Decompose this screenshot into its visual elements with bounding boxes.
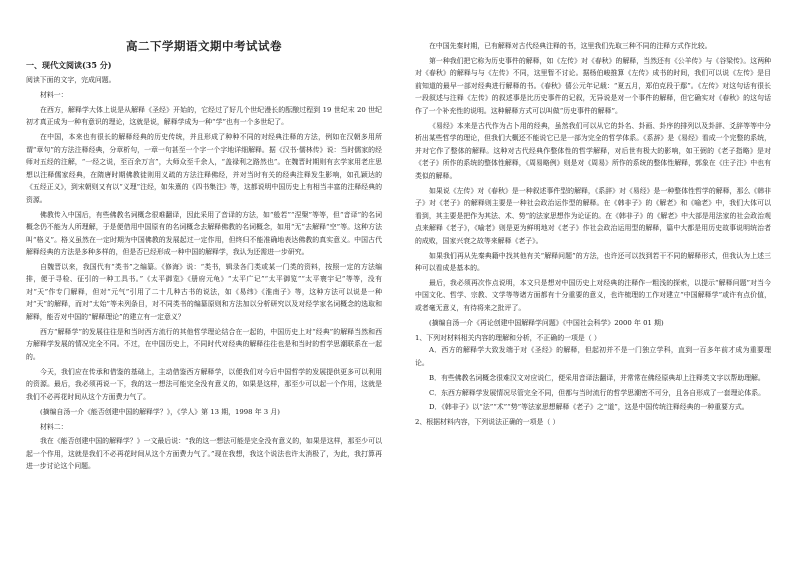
question-1-stem: 1、下列对材料相关内容的理解和分析，不正确的一项是（ ） — [415, 333, 601, 342]
paragraph: 在西方，解释学大体上说是从解释《圣经》开始的，它经过了好几个世纪漫长的酝酿过程到 19 世纪末 20 世纪初才真正成为一种有意识的理论，这就是说，解释学成为一种“学”也有一个多世纪了。 — [26, 105, 382, 127]
paragraph: 第一种我们把它称为历史事件的解释，如《左传》对《春秋》的解释，当然还有《公羊传》与《谷梁传》。这两种对《春秋》的解释与与《左传》不同，这里暂不讨论。据杨伯峻推算《左传》成书的时间，我们可以说《左传》是目前知道的最早一部对经典进行解释的书。《春秋》僖公元年记载：“夏五月，郑伯克段于鄢”。《左传》对这句话有很长一段叙述与注释《左传》的叙述事是比历史事件的记叙，无异说是对一个事件的解释，但它确实对《春秋》的这句话作了一个补充性的说明。这种解释方式可以叫做“历史事件的解释”。 — [415, 56, 771, 115]
section-heading: 一、现代文阅读(35 分) — [26, 60, 112, 70]
paragraph: 如果说《左传》对《春秋》是一种叙述事件型的解释，《系辞》对《易经》是一种整体性哲学的解释，那么《韩非子》对《老子》的解释则主要是一种社会政治运作型的解释。在《韩非子》的《解老》和《喻老》中，我们大体可以看到，其主要是把作为其法、术、势”的法家思想作为论证的。在《韩非子》的《解老》中大部是用法家的社会政治观点来解释《老子》，《喻老》则是更为鲜明地对《老子》作社会政治运用型的解释，篇中大都是用历史故事说明统治者的成败，国家兴衰之故等来解释《老子》。 — [415, 186, 771, 245]
instruction-text: 阅读下面的文字，完成问题。 — [26, 76, 116, 84]
question-1-option-b: B．有些佛教名词概念很难汉文对应说仁，便采用音译法翻译，并常常在佛经原典却上注释类文字以帮助理解。 — [429, 373, 765, 382]
paragraph: 如果我们再从先秦典籍中找其他有关“解释问题”的方法，也许还可以找到若干不同的解释形式，但我认为上述三种可以看成是基本的。 — [415, 251, 771, 273]
page-title: 高二下学期语文期中考试试卷 — [126, 39, 282, 53]
paragraph: 在中国先秦时期，已有解释对古代经典注释的书，这里我们先取三种不同的注释方式作比较。 — [429, 42, 712, 50]
paragraph: 《易经》本来是古代作为占卜用的经典，虽然我们可以从它的卦名、卦画、卦序的排列以及卦辞、爻辞等等中分析出某些哲学的理论，但我们大概还不能说它已是一部为完全的哲学体系。《系辞》是《易经》看成一个完整的系统，并对它作了整体的解释。这种对古代经典作整体性的哲学解释，对后世有极大的影响，如王弼的《老子指略》是对《老子》所作的系统的整体性解释，《周易略例》则是对《周易》所作的系统的整体性解释，郭象在《庄子注》中也有类似的解释。 — [415, 121, 771, 180]
paragraph: 我在《能否创建中国的解释学？》一文最后说：“我的这一想法可能是完全没有意义的，如果是这样，那至少可以起一个作用，这就是我们不必再花时间从这个方面费力气了。”现在我想，我这个说法也许太消极了，为此，我打算再进一步讨论这个问题。 — [26, 437, 382, 471]
citation: (摘编自汤一介《再论创建中国解释学问题》《中国社会科学》2000 年 01 期) — [429, 318, 664, 327]
left-column — [26, 38, 382, 475]
paragraph: 最后，我必须再次作点说明，本文只是想对中国历史上对经典的注释作一粗浅的探索，以提示“解释问题”对当今中国文化、哲学、宗教、文学等等诸方面都有十分重要的意义，也许梳理的工作对建立“中国解释学”或许有点价值，或者毫无意义，有待将来之批评了。 — [415, 278, 771, 312]
question-1-option-a: A．西方的解释学大致发端于对《圣经》的解释，但起初并不是一门独立学科，直到一百多年前才成为重要理论。 — [415, 346, 771, 367]
paragraph: 西方“解释学”的发展往往是和当时西方流行的其他哲学理论结合在一起的，中国历史上对“经典”的解释当然和西方解释学发展的情况完全不同。不过，在中国历史上，不同时代对经典的解释往往也是和当时的哲学思潮联系在一起的。 — [26, 327, 382, 361]
citation: (摘编自汤一介《能否创建中国的解释学？》，《学人》第 13 期，1998 年 3 月) — [40, 407, 280, 416]
paragraph: 在中国，本来也有很长的解释经典的历史传统，并且形成了种种不同的对经典注释的方法，例如在汉朝多用所谓“章句”的方法注释经典，分章析句，一章一句甚至一个字一个字地详细解释。据《汉书·儒林传》说：当时儒家的经师对五经的注解，“一经之说，至百余万言”，大师众至千余人，“盖禄利之路然也”。在魏晋时期则有玄学家用老庄思想以注释儒家经典，在隋唐时期佛教徒则用义疏的方法注释佛经，并对当时有关的经典注释发生影响，如孔颖达的《五经正义》，到宋朝则又有以“义理”注经，如朱熹的《四书集注》等，这都说明中国历史上有相当丰富的注释经典的资源。 — [26, 133, 382, 204]
material-label: 材料二： — [40, 422, 68, 431]
paragraph: 自魏晋以来，我国代有“类书”之编纂。《修海》说：“类书，辑录各门类或某一门类的资料，按照一定的方法编排，便于寻检、征引的一种工具书。”《太平御览》《册府元龟》“太平广记”“太平御览”“太平寰宇记”等等，没有对“天”作专门解释，但对“元气”引用了二十几种古书的说法，如《易纬》《淮南子》等，这种方法可以说是一种对“天”的解释，而对“太始”等未列条目，对不同类书的编纂原则和方法加以分析研究以及对经学家名词概念的选取和解释，能否对中国的“解释理论”的建立有一定意义？ — [26, 262, 382, 321]
right-column — [415, 40, 771, 429]
question-1-option-c: C．东西方解释学发展情况尽管完全不同，但都与当时流行的哲学思潮密不可分，且各自形成了一套理论体系。 — [429, 388, 766, 397]
paragraph: 今天，我们应在传承和借鉴的基础上，主动借鉴西方解释学，以便我们对今后中国哲学的发展提供更多可以利用的资源。最后，我必须再说一下，我的这一想法可能完全没有意义的，如果是这样，那至少可以起一个作用，这就是我们不必再花时间从这个方面费力气了。 — [26, 367, 382, 401]
paragraph: 佛教传入中国后，有些佛教名词概念很难翻译，因此采用了音译的方法，如“般若”“涅槃”等等，但“音译”的名词概念仍不能为人所理解，于是便借用中国原有的名词概念去解释佛教的名词概念，如用“无”去解释“空”等。这种方法叫“格义”。格义虽然在一定时期为中国佛教的发展起过一定作用，但终归不能准确地表达佛教的真实意义。中国古代解释经典的方法是多种多样的，但是否已经形成一种中国的解释学，我认为还需进一步研究。 — [26, 210, 382, 257]
material-label: 材料一： — [40, 90, 68, 99]
question-2-stem: 2、根据材料内容，下列说法正确的一项是（ ） — [415, 418, 560, 427]
question-1-option-d: D．《韩非子》以“法”“术”“势”等法家思想解释《老子》之“道”，这是中国传统注释经典的一种重要方式。 — [429, 403, 749, 412]
